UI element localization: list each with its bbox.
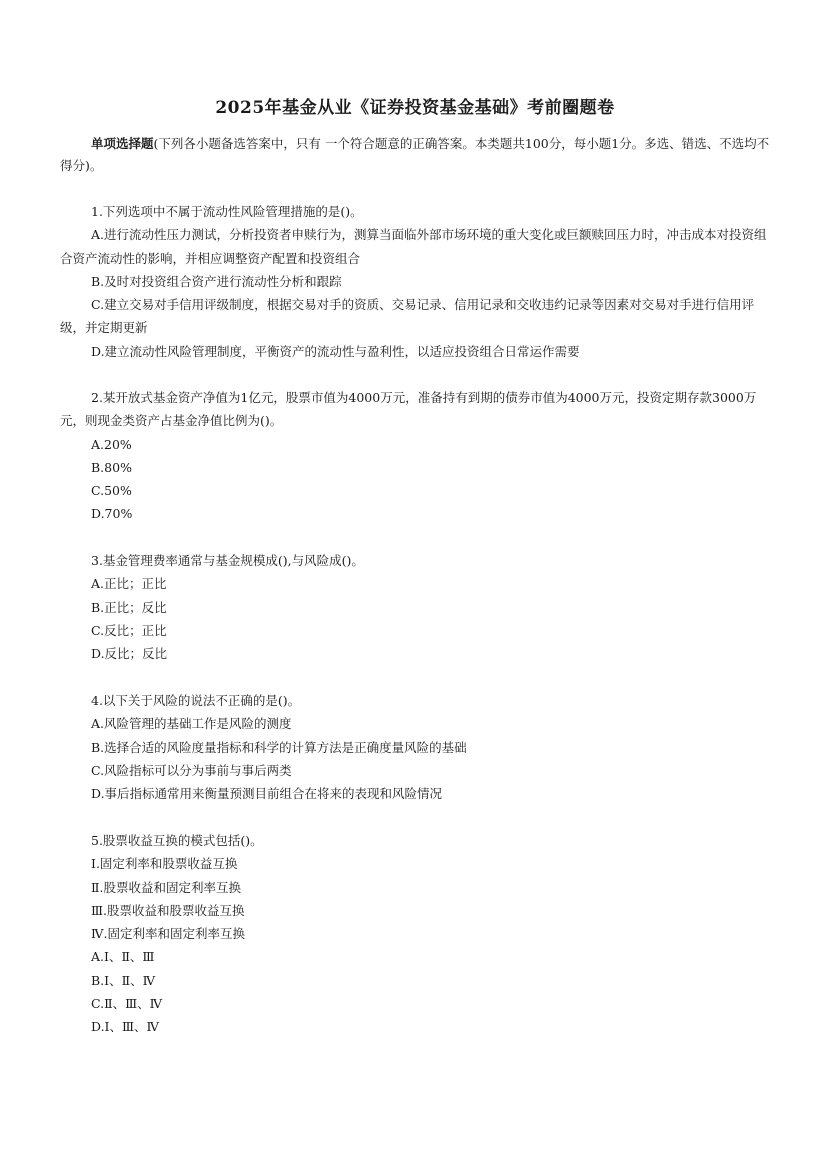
question-5 — [60, 829, 772, 1039]
section-instructions — [60, 133, 772, 177]
question-option: B.Ⅰ、Ⅱ、Ⅳ — [91, 972, 156, 988]
question-option: C.50% — [91, 483, 132, 499]
question-statement: Ⅲ.股票收益和股票收益互换 — [91, 902, 245, 918]
question-option: D.事后指标通常用来衡量预测目前组合在将来的表现和风险情况 — [91, 786, 443, 802]
question-option: B.及时对投资组合资产进行流动性分析和跟踪 — [91, 273, 342, 289]
question-option: A.正比；正比 — [91, 576, 167, 592]
question-option: D.Ⅰ、Ⅲ、Ⅳ — [91, 1019, 160, 1035]
question-3 — [60, 549, 772, 665]
question-option: A.20% — [91, 436, 132, 452]
question-stem: 5.股票收益互换的模式包括()。 — [91, 833, 263, 848]
question-statement: Ⅱ.股票收益和固定利率互换 — [91, 879, 241, 895]
question-stem: 4.以下关于风险的说法不正确的是()。 — [91, 693, 301, 708]
question-option: C.建立交易对手信用评级制度，根据交易对手的资质、交易记录、信用记录和交收违约记录等因素对交易对手进行信用评级，并定期更新 — [60, 297, 755, 336]
question-option: B.正比；反比 — [91, 599, 167, 615]
question-option: C.风险指标可以分为事前与事后两类 — [91, 762, 292, 778]
question-option: C.Ⅱ、Ⅲ、Ⅳ — [91, 996, 163, 1012]
section-label: 单项选择题 — [91, 136, 154, 151]
section-instructions-text: (下列各小题备选答案中，只有 一个符合题意的正确答案。本类题共100分，每小题1分。多选、错选、不选均不得分)。 — [60, 136, 770, 173]
question-option: C.反比；正比 — [91, 622, 167, 638]
question-option: A.进行流动性压力测试，分析投资者申赎行为，测算当面临外部市场环境的重大变化或巨额赎回压力时，冲击成本对投资组合资产流动性的影响，并相应调整资产配置和投资组合 — [60, 227, 767, 266]
question-option: A.Ⅰ、Ⅱ、Ⅲ — [91, 949, 155, 965]
question-option: D.建立流动性风险管理制度，平衡资产的流动性与盈利性，以适应投资组合日常运作需要 — [91, 343, 580, 359]
question-statement: I.固定利率和股票收益互换 — [91, 856, 238, 872]
page-title: 2025年基金从业《证券投资基金基础》考前圈题卷 — [215, 98, 615, 118]
question-option: A.风险管理的基础工作是风险的测度 — [91, 716, 292, 732]
question-1 — [60, 200, 772, 363]
question-option: B.选择合适的风险度量指标和科学的计算方法是正确度量风险的基础 — [91, 739, 467, 755]
question-stem: 1.下列选项中不属于流动性风险管理措施的是()。 — [91, 204, 363, 219]
question-stem: 2.某开放式基金资产净值为1亿元，股票市值为4000万元，准备持有到期的债券市值为4000万元，投资定期存款3000万元，则现金类资产占基金净值比例为()。 — [60, 390, 757, 429]
question-stem: 3.基金管理费率通常与基金规模成(),与风险成()。 — [91, 553, 364, 568]
question-2 — [60, 386, 772, 526]
question-option: D.70% — [91, 506, 133, 522]
question-option: D.反比；反比 — [91, 646, 168, 662]
question-4 — [60, 689, 772, 805]
question-option: B.80% — [91, 459, 132, 475]
question-statement: Ⅳ.固定利率和固定利率互换 — [91, 926, 245, 942]
